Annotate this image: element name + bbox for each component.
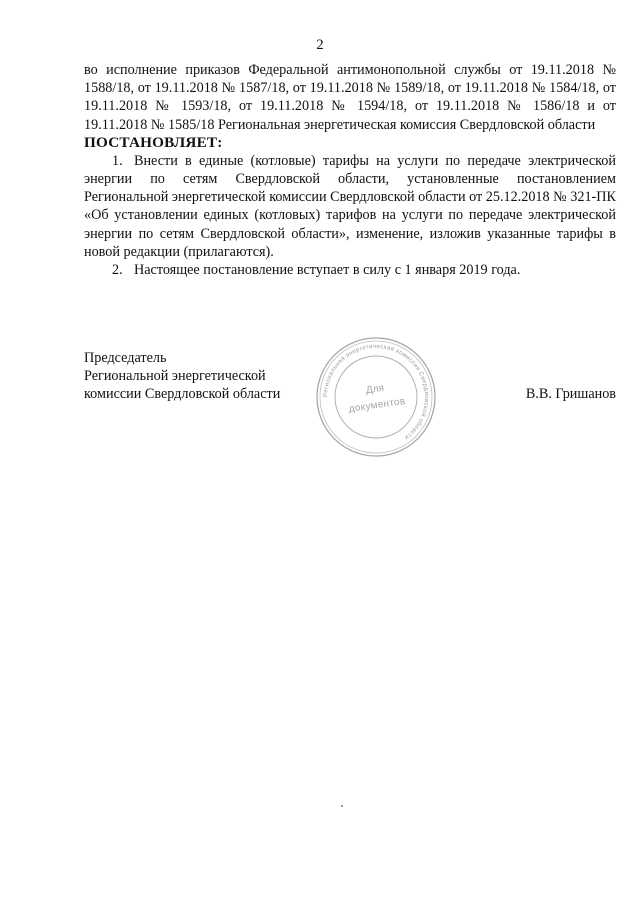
document-body (84, 61, 616, 279)
resolves-heading: ПОСТАНОВЛЯЕТ: (84, 133, 223, 151)
page-number: 2 (316, 37, 324, 53)
list-item-text: Внести в единые (котловые) тарифы на услуги по передаче электрической энергии по сетям Свердловской области, установленные постановлением Региональной энергетической комиссии Свердловской области от 25.12.2018 № 321-ПК «Об установлении единых (котловых) тарифов на услуги по передаче электрической энергии по сетям Свердловской области», изменение, изложив указанные тарифы в новой редакции (прилагаются). (84, 152, 616, 260)
intro-paragraph: во исполнение приказов Федеральной антимонопольной службы от 19.11.2018 № 1588/18, от 19.11.2018 № 1587/18, от 19.11.2018 № 1589/18, от 19.11.2018 № 1584/18, от 19.11.2018 № 1593/18, от 19.11.2018 № 1594/18, от 19.11.2018 № 1586/18 и от 19.11.2018 № 1585/18 Региональная энергетическая комиссия Свердловской области (84, 62, 616, 133)
stamp-center-text: Для (365, 382, 385, 397)
official-stamp (314, 335, 438, 459)
list-item (84, 152, 616, 261)
signatory-position-line: Региональной энергетической (84, 368, 266, 385)
stamp-center-text: документов (348, 395, 407, 415)
list-item-text: Настоящее постановление вступает в силу с 1 января 2019 года. (134, 262, 521, 279)
signatory-position-line: Председатель (84, 350, 167, 366)
signatory-name: В.В. Гришанов (525, 386, 616, 402)
list-item (84, 261, 616, 279)
list-item-number: 2. (112, 262, 123, 279)
scan-speck (341, 805, 343, 807)
signatory-position (84, 349, 280, 404)
list-item-number: 1. (112, 152, 123, 169)
signatory-position-line: комиссии Свердловской области (84, 386, 281, 403)
stamp-ring-text: Региональная энергетическая комиссия Свердловской области (322, 343, 430, 441)
